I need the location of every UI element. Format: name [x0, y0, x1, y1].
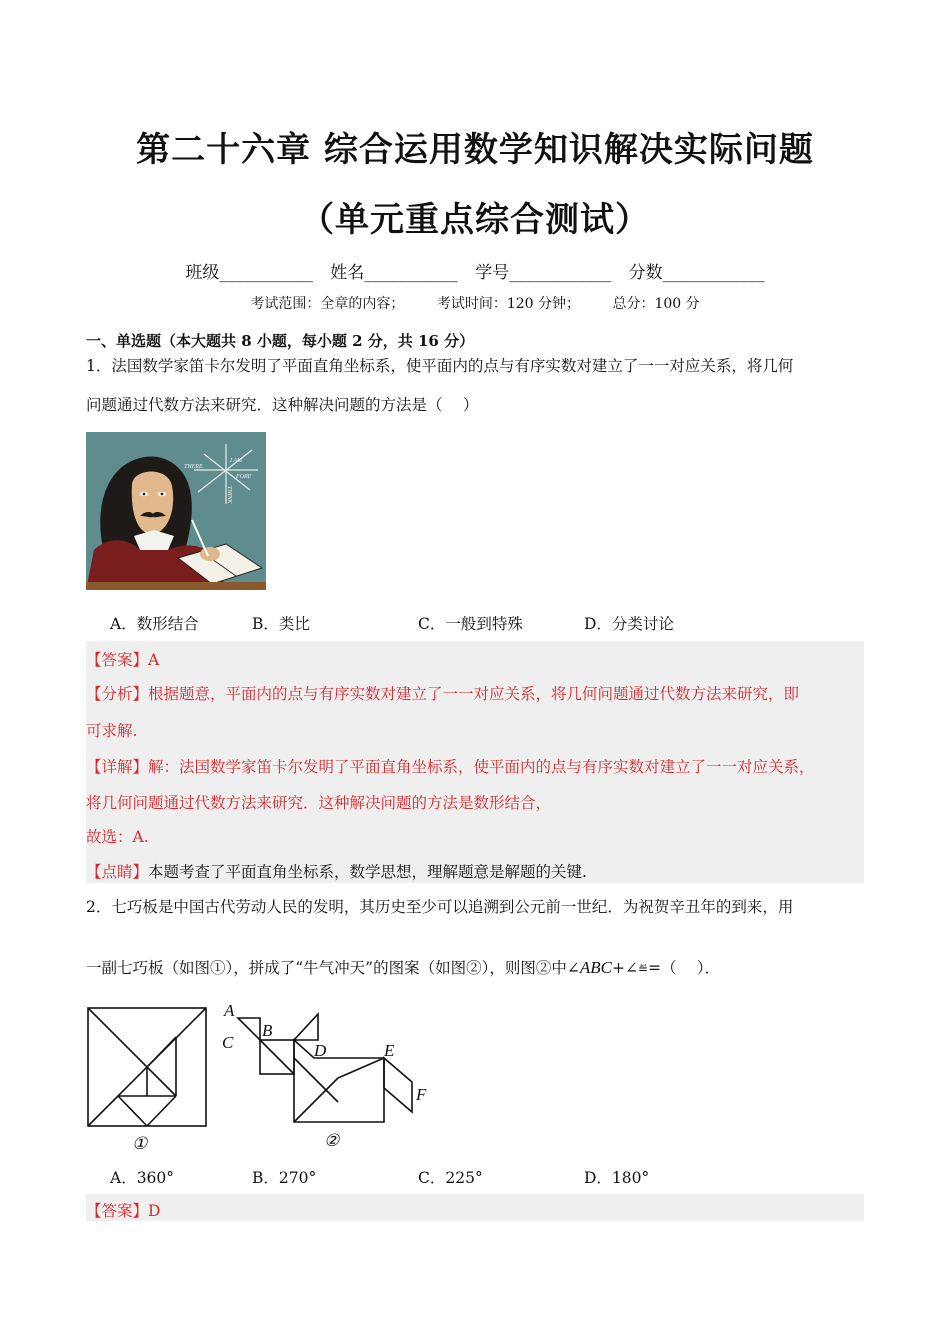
- point-f: F: [416, 1085, 427, 1104]
- q1-text-line1: 1．法国数学家笛卡尔发明了平面直角坐标系，使平面内的点与有序实数对建立了一一对应关系，将几何: [86, 357, 794, 375]
- q2-answer-tag: 【答案】: [86, 1202, 149, 1220]
- q2-text-line1: 2．七巧板是中国古代劳动人民的发明，其历史至少可以追溯到公元前一世纪．为祝贺辛丑年的到来，用: [86, 898, 794, 916]
- tangram-figure-2: [218, 998, 438, 1150]
- q1-analysis-tag: 【分析】: [86, 685, 149, 703]
- word-fore: FORE: [236, 474, 252, 480]
- point-a: A: [224, 1001, 235, 1020]
- q1-detail-line1: [86, 755, 815, 777]
- q2-option-d[interactable]: D．180°: [584, 1169, 650, 1187]
- q1-option-b[interactable]: B．类比: [252, 615, 310, 633]
- student-info-row: [0, 258, 950, 283]
- student-id-field[interactable]: 学号____________: [475, 263, 612, 283]
- score-field[interactable]: 分数____________: [628, 263, 765, 283]
- q2-option-c[interactable]: C．225°: [418, 1169, 483, 1187]
- section-heading: 一、单选题（本大题共 8 小题，每小题 2 分，共 16 分）: [86, 332, 475, 350]
- fig2-label: ②: [324, 1131, 340, 1150]
- q1-analysis-text: 根据题意，平面内的点与有序实数对建立了一一对应关系，将几何问题通过代数方法来研究，即: [148, 685, 800, 703]
- exam-range: 考试范围：全章的内容；: [250, 296, 405, 312]
- q1-detail-text: 解：法国数学家笛卡尔发明了平面直角坐标系，使平面内的点与有序实数对建立了一一对应关系，: [148, 758, 815, 776]
- class-field[interactable]: 班级___________: [185, 263, 313, 283]
- name-field[interactable]: 姓名___________: [330, 263, 458, 283]
- q1-answer: [86, 648, 159, 670]
- q2-answer-value: D: [148, 1202, 161, 1220]
- page-subtitle: （单元重点综合测试）: [300, 200, 650, 240]
- point-c: C: [222, 1033, 234, 1052]
- q2-answer: [86, 1199, 160, 1221]
- descartes-illustration: [86, 432, 266, 590]
- word-think: THINK: [226, 486, 232, 504]
- angle-def-glyph: ≝: [637, 962, 648, 976]
- q1-comment-text: 本题考查了平面直角坐标系，数学思想，理解题意是解题的关键.: [148, 863, 587, 881]
- q1-analysis-line1: [86, 682, 799, 704]
- exam-time: 考试时间：120 分钟；: [436, 296, 580, 312]
- q1-answer-value: A: [148, 651, 160, 669]
- page-title: 第二十六章 综合运用数学知识解决实际问题: [136, 130, 814, 170]
- point-e: E: [384, 1041, 395, 1060]
- q2-option-a[interactable]: A．360°: [110, 1169, 175, 1187]
- fig1-label: ①: [132, 1134, 148, 1153]
- q1-option-a[interactable]: A．数形结合: [110, 615, 199, 633]
- q1-option-d[interactable]: D．分类讨论: [584, 615, 674, 633]
- q1-comment-tag: 【点睛】: [86, 863, 149, 881]
- q2-answer-box: [86, 1194, 864, 1221]
- point-b: B: [262, 1021, 273, 1040]
- q1-detail-line3: 故选：A.: [86, 828, 149, 846]
- q1-analysis-line2: 可求解.: [86, 722, 138, 740]
- q2-text-line2: 一副七巧板（如图①），拼成了“牛气冲天”的图案（如图②），则图②中∠ABC+∠≝=（ ）．: [86, 958, 721, 977]
- q1-detail-tag: 【详解】: [86, 758, 149, 776]
- q1-comment: [86, 860, 587, 882]
- exam-total: 总分：100 分: [612, 296, 700, 312]
- tangram-figure-1: [86, 1005, 210, 1153]
- point-d: D: [314, 1041, 327, 1060]
- word-there: THERE: [184, 464, 203, 470]
- q1-option-c[interactable]: C．一般到特殊: [418, 615, 523, 633]
- angle-abc: ABC: [579, 958, 612, 977]
- q1-answer-tag: 【答案】: [86, 651, 149, 669]
- q1-detail-line2: 将几何问题通过代数方法来研究．这种解决问题的方法是数形结合，: [86, 794, 552, 812]
- word-i-am: I AM: [230, 458, 243, 464]
- q2-option-b[interactable]: B．270°: [252, 1169, 317, 1187]
- exam-scope-row: [0, 293, 950, 313]
- q1-text-line2: 问题通过代数方法来研究．这种解决问题的方法是（ ）: [86, 396, 479, 414]
